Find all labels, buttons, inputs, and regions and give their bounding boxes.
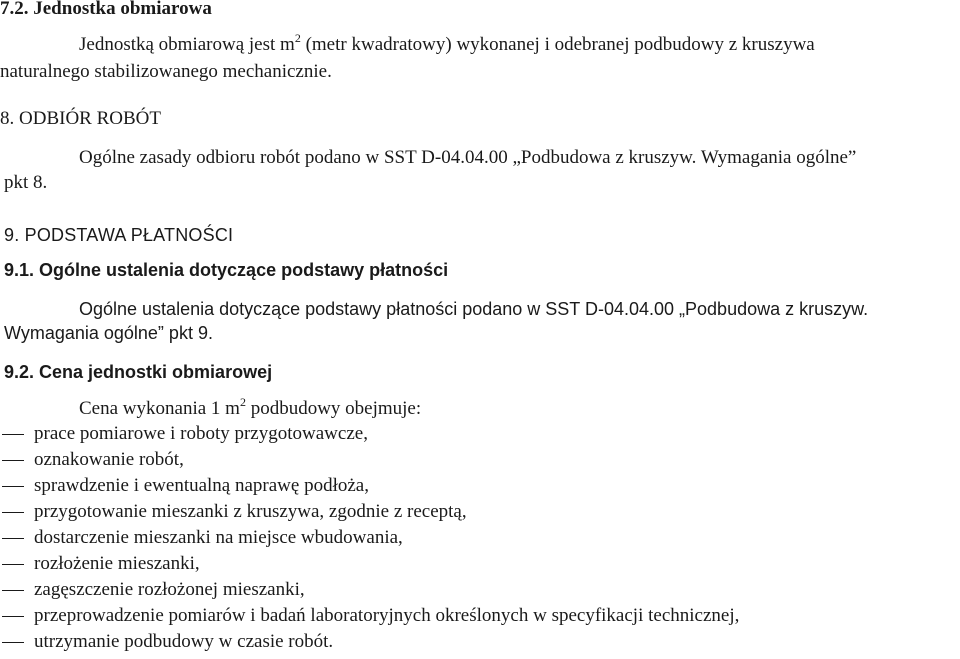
unit-text: Jednostką obmiarową jest m <box>79 34 295 55</box>
list-item: utrzymanie podbudowy w czasie robót. <box>34 631 334 652</box>
section-8-heading: 8. ODBIÓR ROBÓT <box>0 108 161 129</box>
section-9-2-intro <box>79 395 422 420</box>
dash-icon <box>2 460 24 461</box>
section-8-paragraph-line-2: pkt 8. <box>4 172 48 193</box>
list-item: przygotowanie mieszanki z kruszywa, zgodnie z receptą, <box>34 501 467 522</box>
dash-icon <box>2 434 24 435</box>
unit-superscript: 2 <box>294 31 301 45</box>
unit-text-continued: (metr kwadratowy) wykonanej i odebranej podbudowy z kruszywa <box>300 34 815 55</box>
section-9-heading: 9. PODSTAWA PŁATNOŚCI <box>4 225 234 245</box>
list-item: prace pomiarowe i roboty przygotowawcze, <box>34 423 368 444</box>
dash-icon <box>2 564 24 565</box>
dash-icon <box>2 616 24 617</box>
price-intro-text-continued: podbudowy obejmuje: <box>245 398 422 419</box>
list-item: przeprowadzenie pomiarów i badań laboratoryjnych określonych w specyfikacji technicznej, <box>34 605 740 626</box>
section-9-2-heading: 9.2. Cena jednostki obmiarowej <box>4 362 273 382</box>
list-item: zagęszczenie rozłożonej mieszanki, <box>34 579 305 600</box>
section-9-1-paragraph-line-1: Ogólne ustalenia dotyczące podstawy płatności podano w SST D-04.04.00 „Podbudowa z kruszyw. <box>79 299 869 319</box>
section-7-2-heading: 7.2. Jednostka obmiarowa <box>0 0 212 19</box>
dash-icon <box>2 538 24 539</box>
section-9-1-heading: 9.1. Ogólne ustalenia dotyczące podstawy płatności <box>4 260 449 280</box>
dash-icon <box>2 590 24 591</box>
section-7-2-paragraph-line-1 <box>79 31 815 56</box>
section-9-1-paragraph-line-2: Wymagania ogólne” pkt 9. <box>4 323 213 343</box>
dash-icon <box>2 642 24 643</box>
price-intro-text: Cena wykonania 1 m <box>79 398 240 419</box>
list-item: dostarczenie mieszanki na miejsce wbudowania, <box>34 527 403 548</box>
list-item: rozłożenie mieszanki, <box>34 553 200 574</box>
list-item: oznakowanie robót, <box>34 449 184 470</box>
section-8-paragraph-line-1: Ogólne zasady odbioru robót podano w SST D-04.04.00 „Podbudowa z kruszyw. Wymagania ogólne” <box>79 147 857 168</box>
dash-icon <box>2 486 24 487</box>
dash-icon <box>2 512 24 513</box>
list-item: sprawdzenie i ewentualną naprawę podłoża, <box>34 475 369 496</box>
section-7-2-paragraph-line-2: naturalnego stabilizowanego mechanicznie. <box>0 61 332 82</box>
price-intro-superscript: 2 <box>239 395 246 409</box>
